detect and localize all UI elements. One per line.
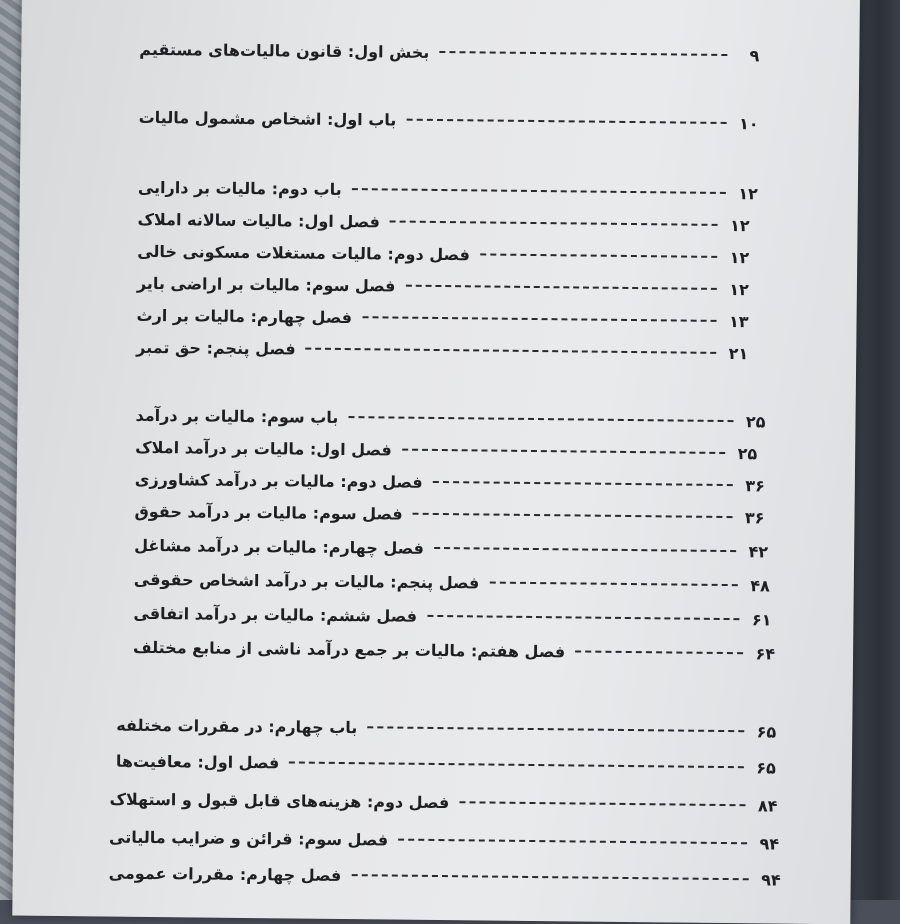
toc-entry-page: ۲۵ bbox=[737, 443, 758, 463]
toc-entry-title: فصل اول: معافیت‌ها bbox=[115, 751, 280, 772]
toc-leader-dots bbox=[406, 119, 726, 124]
toc-leader-dots bbox=[362, 316, 716, 322]
book-page bbox=[12, 0, 860, 924]
toc-leader-dots bbox=[289, 761, 744, 768]
toc-entry-title: فصل پنجم: حق تمبر bbox=[136, 337, 296, 358]
toc-entry-page: ۸۴ bbox=[757, 795, 778, 816]
toc-entry bbox=[135, 465, 765, 500]
toc-entry bbox=[116, 711, 776, 746]
toc-leader-dots bbox=[402, 449, 725, 454]
toc-entry-title: فصل دوم: مالیات مستغلات مسکونی خالی bbox=[137, 241, 470, 264]
toc-entry-title: فصل سوم: قرائن و ضرایب مالیاتی bbox=[109, 827, 389, 849]
toc-entry bbox=[139, 35, 759, 69]
toc-leader-dots bbox=[405, 285, 716, 290]
toc-entry bbox=[135, 401, 765, 436]
toc-entry-title: فصل دوم: مالیات بر درآمد کشاورزی bbox=[134, 469, 423, 492]
toc-entry-title: باب چهارم: در مقررات مختلفه bbox=[116, 715, 358, 737]
toc-entry-page: ۱۳ bbox=[728, 311, 749, 331]
toc-entry-page: ۹ bbox=[749, 45, 760, 65]
toc-entry-title: فصل اول: مالیات سالانه املاک bbox=[137, 209, 381, 231]
toc-entry bbox=[134, 531, 768, 566]
toc-leader-dots bbox=[351, 874, 748, 880]
toc-entry bbox=[135, 433, 757, 468]
toc-entry-page: ۲۱ bbox=[728, 343, 749, 363]
toc-entry bbox=[136, 301, 748, 335]
toc-entry-title: فصل ششم: مالیات بر درآمد اتفاقی bbox=[133, 603, 418, 626]
toc-entry-page: ۳۶ bbox=[745, 475, 765, 495]
toc-entry-page: ۶۵ bbox=[756, 721, 777, 742]
toc-entry bbox=[109, 859, 781, 894]
toc-entry-title: فصل چهارم: مالیات بر درآمد مشاغل bbox=[134, 535, 425, 558]
toc-entry bbox=[137, 205, 749, 239]
toc-entry bbox=[137, 237, 749, 271]
toc-leader-dots bbox=[434, 547, 736, 552]
toc-entry-title: فصل دوم: هزینه‌های قابل قبول و استهلاک bbox=[109, 789, 450, 812]
toc-leader-dots bbox=[427, 615, 739, 620]
toc-entry-page: ۱۲ bbox=[738, 183, 758, 203]
toc-entry-title: فصل سوم: مالیات بر درآمد حقوق bbox=[134, 501, 403, 524]
toc-leader-dots bbox=[367, 726, 744, 732]
toc-leader-dots bbox=[390, 220, 718, 225]
toc-leader-dots bbox=[433, 481, 733, 486]
toc-entry bbox=[138, 173, 758, 207]
toc-entry bbox=[134, 497, 764, 532]
toc-entry bbox=[133, 599, 771, 634]
toc-entry-title: فصل اول: مالیات بر درآمد املاک bbox=[135, 437, 392, 460]
toc-entry bbox=[109, 823, 779, 858]
toc-entry-page: ۱۲ bbox=[729, 279, 749, 299]
toc-leader-dots bbox=[306, 348, 717, 354]
toc-entry-title: فصل سوم: مالیات بر اراضی بایر bbox=[136, 273, 396, 296]
toc-entry-title: باب اول: اشخاص مشمول مالیات bbox=[138, 107, 397, 130]
toc-entry-page: ۶۱ bbox=[751, 609, 772, 629]
toc-leader-dots bbox=[489, 582, 737, 587]
toc-entry bbox=[109, 785, 777, 820]
toc-entry-page: ۶۴ bbox=[755, 643, 776, 664]
toc-entry bbox=[116, 747, 776, 782]
toc-leader-dots bbox=[352, 188, 726, 194]
toc-entry-page: ۳۶ bbox=[744, 507, 765, 527]
toc-leader-dots bbox=[348, 416, 733, 422]
toc-entry-title: باب دوم: مالیات بر دارایی bbox=[137, 177, 342, 199]
toc-entry bbox=[136, 333, 748, 367]
toc-entry-page: ۲۵ bbox=[745, 411, 766, 431]
toc-entry-page: ۱۲ bbox=[729, 215, 750, 235]
toc-leader-dots bbox=[575, 650, 743, 654]
toc-entry bbox=[134, 565, 770, 600]
toc-entry-page: ۹۴ bbox=[759, 833, 780, 854]
toc-entry bbox=[137, 269, 749, 303]
toc-entry-title: بخش اول: قانون مالیات‌های مستقیم bbox=[139, 39, 430, 62]
toc-entry-title: فصل چهارم: مالیات بر ارث bbox=[136, 305, 353, 327]
toc-entry-page: ۹۴ bbox=[761, 869, 781, 890]
toc-entry bbox=[139, 103, 759, 137]
toc-leader-dots bbox=[398, 839, 747, 845]
toc-entry-page: ۴۲ bbox=[748, 541, 769, 561]
toc-entry-page: ۱۲ bbox=[729, 247, 750, 267]
toc-entry-title: فصل پنجم: مالیات بر درآمد اشخاص حقوقی bbox=[133, 569, 480, 592]
toc-entry-title: فصل چهارم: مقررات عمومی bbox=[108, 863, 342, 885]
toc-entry-title: باب سوم: مالیات بر درآمد bbox=[135, 405, 339, 427]
toc-entry-title: فصل هفتم: مالیات بر جمع درآمد ناشی از منابع مختلف bbox=[133, 637, 566, 661]
toc-leader-dots bbox=[413, 513, 733, 518]
toc-leader-dots bbox=[480, 253, 717, 257]
toc-leader-dots bbox=[459, 801, 745, 806]
toc-entry bbox=[133, 633, 775, 668]
toc-entry-page: ۴۸ bbox=[750, 575, 770, 595]
toc-entry-page: ۱۰ bbox=[738, 113, 759, 133]
toc-leader-dots bbox=[439, 51, 727, 56]
toc-entry-page: ۶۵ bbox=[756, 757, 776, 778]
